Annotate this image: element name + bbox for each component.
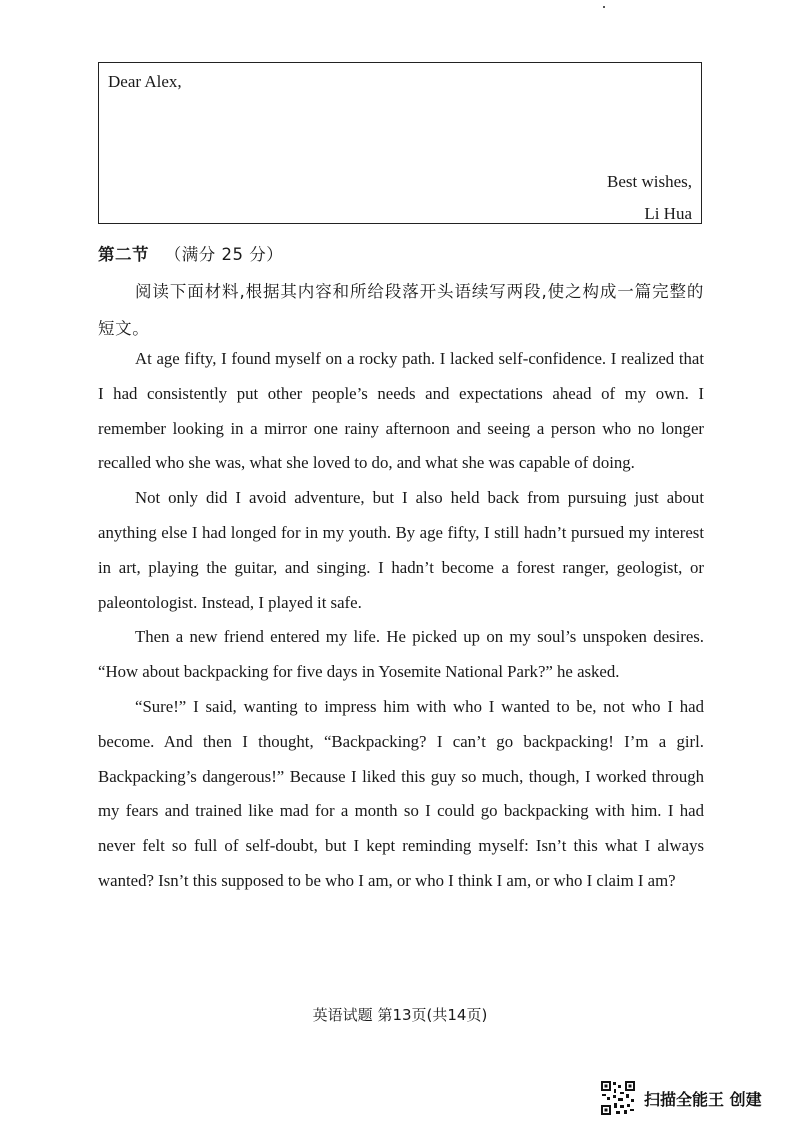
qr-code-icon bbox=[600, 1080, 636, 1116]
scan-artifact-dot bbox=[603, 6, 605, 8]
story-paragraph: At age fifty, I found myself on a rocky path. I lacked self-confidence. I realized that I had consistently put other people’s needs and expectations ahead of my own. I remember looking in a mirror one rainy afternoon and seeing a person who no longer recalled who she was, what she loved to do, and what she was capable of doing. bbox=[98, 349, 704, 473]
page-footer: 英语试题 第13页(共14页) bbox=[312, 1006, 488, 1024]
instruction-text: 阅读下面材料,根据其内容和所给段落开头语续写两段,使之构成一篇完整的短文。 bbox=[98, 282, 704, 338]
letter-closing: Best wishes, bbox=[607, 172, 692, 191]
story-body bbox=[98, 342, 704, 899]
section-title: 第二节 bbox=[98, 245, 149, 264]
story-paragraph: Not only did I avoid adventure, but I also held back from pursuing just about anything else I had longed for in my youth. By age fifty, I still hadn’t pursued my interest in art, playing the guitar, and singing. I hadn’t become a forest ranger, geologist, or paleontologist. Instead, I played it safe. bbox=[98, 488, 704, 612]
letter-signature: Li Hua bbox=[644, 204, 692, 223]
scanner-label: 扫描全能王 创建 bbox=[644, 1089, 762, 1109]
letter-salutation: Dear Alex, bbox=[108, 72, 182, 91]
letter-box bbox=[98, 62, 702, 224]
story-paragraph: “Sure!” I said, wanting to impress him with who I wanted to be, not who I had become. And then I thought, “Backpacking? I can’t go backpacking! I’m a girl. Backpacking’s dangerous!” Because I liked this guy so much, though, I worked through my fears and trained like mad for a month so I could go backpacking with him. I had never felt so full of self-doubt, but I kept reminding myself: Isn’t this what I always wanted? Isn’t this supposed to be who I am, or who I think I am, or who I claim I am? bbox=[98, 696, 704, 890]
section-score: （满分 25 分） bbox=[164, 245, 284, 264]
section-heading bbox=[98, 241, 283, 265]
story-paragraph: Then a new friend entered my life. He picked up on my soul’s unspoken desires. “How about backpacking for five days in Yosemite National Park?” he asked. bbox=[98, 627, 704, 682]
scanner-watermark bbox=[600, 1080, 762, 1116]
